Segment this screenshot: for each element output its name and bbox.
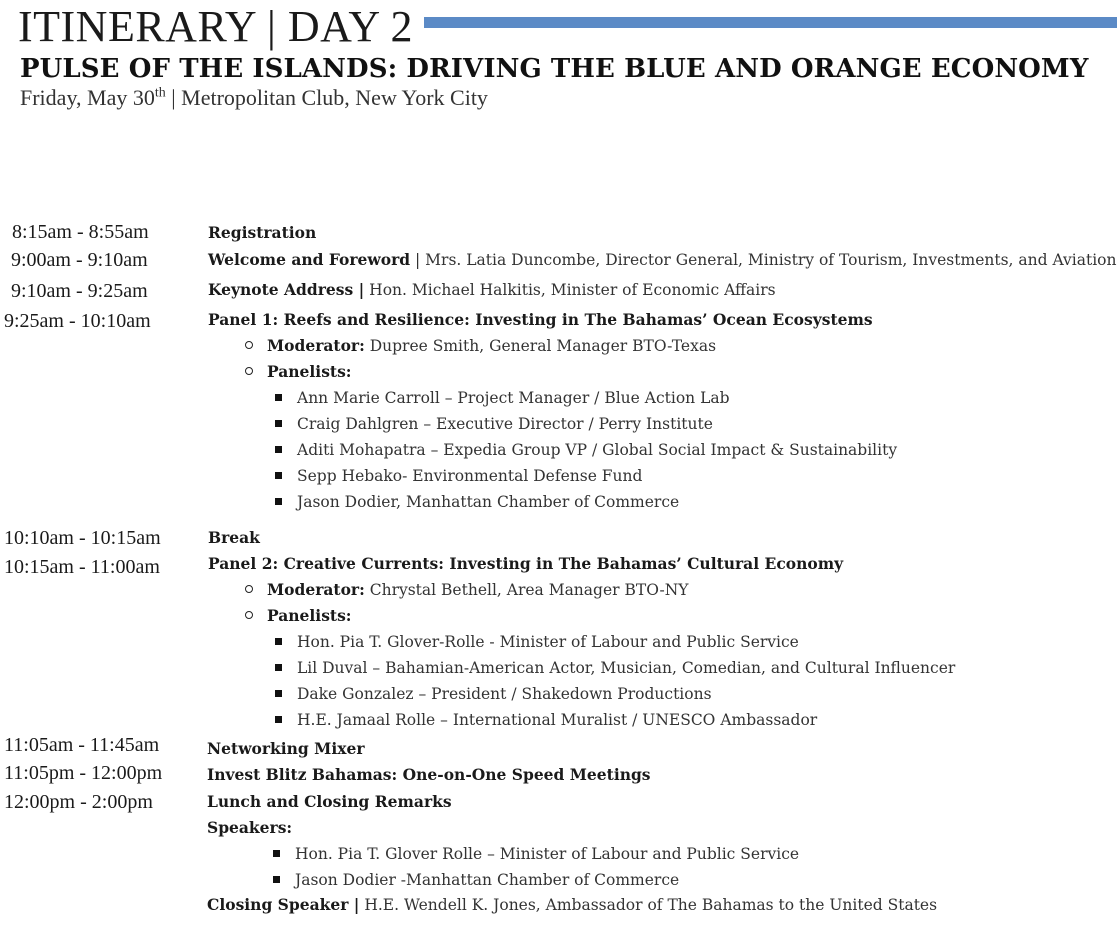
panel1-panelists-heading — [267, 361, 352, 383]
circle-bullet-icon — [245, 367, 253, 375]
circle-bullet-icon — [245, 585, 253, 593]
moderator-label: Moderator: — [267, 580, 365, 599]
item-panel1-title — [208, 309, 873, 331]
square-bullet-icon — [275, 446, 282, 453]
panelist-item: H.E. Jamaal Rolle – International Muralist / UNESCO Ambassador — [297, 711, 818, 729]
moderator-label: Moderator: — [267, 336, 365, 355]
welcome-label: Welcome and Foreword — [208, 250, 411, 269]
time-invest-blitz: 11:05pm - 12:00pm — [4, 762, 163, 784]
invest-blitz-label: Invest Blitz Bahamas: One-on-One Speed Meetings — [207, 765, 651, 784]
panelist-item: Ann Marie Carroll – Project Manager / Blue Action Lab — [297, 389, 730, 407]
keynote-detail: Hon. Michael Halkitis, Minister of Economic Affairs — [364, 281, 776, 299]
panelist-item: Aditi Mohapatra – Expedia Group VP / Global Social Impact & Sustainability — [297, 441, 898, 459]
speaker-item: Hon. Pia T. Glover Rolle – Minister of Labour and Public Service — [295, 845, 800, 863]
page-title: ITINERARY | DAY 2 — [18, 2, 413, 51]
speaker-item: Jason Dodier -Manhattan Chamber of Commerce — [295, 871, 680, 889]
date-venue: | Metropolitan Club, New York City — [165, 85, 488, 110]
panelist-item: Hon. Pia T. Glover-Rolle - Minister of Labour and Public Service — [297, 633, 799, 651]
square-bullet-icon — [275, 690, 282, 697]
keynote-label: Keynote Address | — [208, 280, 365, 299]
time-panel1: 9:25am - 10:10am — [4, 310, 151, 332]
time-networking: 11:05am - 11:45am — [4, 734, 160, 756]
panelists-label: Panelists: — [267, 362, 352, 381]
event-subtitle: PULSE OF THE ISLANDS: DRIVING THE BLUE AND ORANGE ECONOMY — [20, 54, 1089, 84]
break-label: Break — [208, 528, 260, 547]
item-break — [208, 527, 260, 549]
date-prefix: Friday, May 30 — [20, 85, 155, 110]
square-bullet-icon — [275, 638, 282, 645]
square-bullet-icon — [275, 664, 282, 671]
time-welcome: 9:00am - 9:10am — [11, 249, 148, 271]
panelist-item: Lil Duval – Bahamian-American Actor, Musician, Comedian, and Cultural Influencer — [297, 659, 956, 677]
item-closing-speaker — [207, 894, 937, 916]
item-invest-blitz — [207, 764, 651, 786]
square-bullet-icon — [275, 498, 282, 505]
panelist-item: Jason Dodier, Manhattan Chamber of Commerce — [297, 493, 680, 511]
closing-speaker-label: Closing Speaker | — [207, 895, 360, 914]
panelists-label: Panelists: — [267, 606, 352, 625]
time-registration: 8:15am - 8:55am — [12, 221, 149, 243]
speakers-label: Speakers: — [207, 818, 293, 837]
square-bullet-icon — [275, 472, 282, 479]
square-bullet-icon — [273, 876, 280, 883]
moderator-name: Chrystal Bethell, Area Manager BTO-NY — [364, 581, 689, 599]
time-keynote: 9:10am - 9:25am — [11, 280, 148, 302]
circle-bullet-icon — [245, 341, 253, 349]
time-lunch: 12:00pm - 2:00pm — [4, 791, 153, 813]
panel2-title: Panel 2: Creative Currents: Investing in The Bahamas’ Cultural Economy — [208, 554, 844, 573]
square-bullet-icon — [275, 394, 282, 401]
square-bullet-icon — [273, 850, 280, 857]
item-panel2-title — [208, 553, 843, 575]
moderator-name: Dupree Smith, General Manager BTO-Texas — [364, 337, 717, 355]
lunch-label: Lunch and Closing Remarks — [207, 792, 452, 811]
closing-speaker-detail: H.E. Wendell K. Jones, Ambassador of The Bahamas to the United States — [359, 896, 938, 914]
registration-label: Registration — [208, 223, 317, 242]
event-dateline — [20, 84, 488, 112]
speakers-heading — [207, 817, 292, 839]
date-ordinal: th — [154, 85, 166, 101]
item-networking — [207, 738, 364, 760]
panel2-panelists-heading — [267, 605, 352, 627]
item-welcome — [208, 249, 1116, 271]
square-bullet-icon — [275, 716, 282, 723]
time-panel2: 10:15am - 11:00am — [4, 556, 160, 578]
panelist-item: Craig Dahlgren – Executive Director / Perry Institute — [297, 415, 713, 433]
welcome-detail: | Mrs. Latia Duncombe, Director General, Ministry of Tourism, Investments, and Aviation — [410, 251, 1117, 269]
item-lunch — [207, 791, 452, 813]
panelist-item: Dake Gonzalez – President / Shakedown Productions — [297, 685, 712, 703]
square-bullet-icon — [275, 420, 282, 427]
circle-bullet-icon — [245, 611, 253, 619]
panel1-title: Panel 1: Reefs and Resilience: Investing in The Bahamas’ Ocean Ecosystems — [208, 310, 873, 329]
time-break: 10:10am - 10:15am — [4, 527, 161, 549]
item-registration — [208, 222, 316, 244]
networking-label: Networking Mixer — [207, 739, 365, 758]
panelist-item: Sepp Hebako- Environmental Defense Fund — [297, 467, 643, 485]
panel2-moderator — [267, 579, 689, 601]
header-accent-rule — [424, 17, 1117, 28]
panel1-moderator — [267, 335, 716, 357]
item-keynote — [208, 279, 776, 301]
